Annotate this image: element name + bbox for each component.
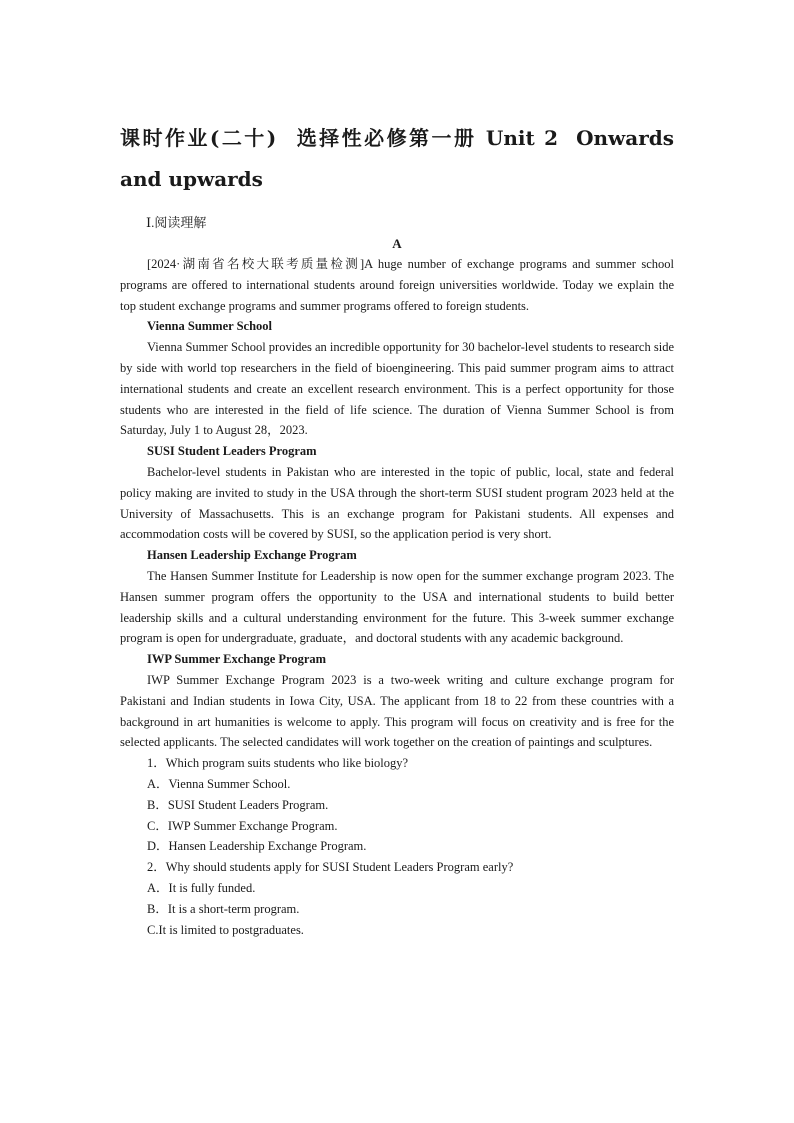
program-title: IWP Summer Exchange Program (147, 652, 327, 667)
program-title: Hansen Leadership Exchange Program (147, 548, 357, 563)
program-title: Vienna Summer School (147, 319, 273, 334)
program-description: IWP Summer Exchange Program 2023 is a two-week writing and culture exchange program for Pakistani and Indian students in Iowa City, USA. The applicant from 18 to 22 from these countries with a background in art humanities is welcome to apply. This program will focus on creativity and is free for the selected applicants. The selected candidates will work together on the creation of paintings and sculptures. (120, 672, 674, 750)
program-description: The Hansen Summer Institute for Leadership is now open for the summer exchange program 2023. The Hansen summer program offers the opportunity to the USA and international students to build better leadership skills and a cultural understanding environment for the future. This 3-week summer exchange program is open for undergraduate, graduate，and doctoral students with any academic background. (120, 568, 674, 646)
answer-option: C.It is limited to postgraduates. (147, 922, 304, 937)
answer-option: D．Hansen Leadership Exchange Program. (147, 839, 367, 854)
section-heading: Ⅰ.阅读理解 (146, 215, 207, 230)
title-unit-name: Onwards and upwards (120, 126, 674, 191)
answer-option: B．SUSI Student Leaders Program. (147, 797, 329, 812)
program-block (120, 649, 674, 753)
title-textbook-unit: 选择性必修第一册 Unit 2 (294, 126, 559, 150)
question-stem: 2．Why should students apply for SUSI Student Leaders Program early? (147, 860, 514, 875)
question-block (120, 753, 674, 857)
question-block (120, 857, 674, 940)
program-description: Bachelor-level students in Pakistan who are interested in the topic of public, local, state and federal policy making are invited to study in the USA through the short-term SUSI student program 2023 held at the University of Massachusetts. This is an exchange program for Pakistani students. All expenses and accommodation costs will be covered by SUSI, so the application period is very short. (120, 464, 674, 542)
program-block (120, 316, 674, 441)
intro-paragraph: [2024·湖南省名校大联考质量检测]A huge number of exchange programs and summer school programs are offered to international students around foreign universities worldwide. Today we explain the top student exchange programs and summer programs offered to foreign students. (120, 257, 674, 313)
answer-option: A．Vienna Summer School. (147, 776, 291, 791)
program-block (120, 441, 674, 545)
program-description: Vienna Summer School provides an incredible opportunity for 30 bachelor-level students to research side by side with world top researchers in the field of bioengineering. This paid summer program aims to attract international students and create an excellent research environment. This is a perfect opportunity for those students who are interested in the field of life science. The duration of Vienna Summer School is from Saturday, July 1 to August 28，2023. (120, 340, 674, 438)
answer-option: A．It is fully funded. (147, 880, 256, 895)
program-block (120, 545, 674, 649)
answer-option: C．IWP Summer Exchange Program. (147, 818, 338, 833)
answer-option: B．It is a short-term program. (147, 901, 300, 916)
passage-letter: A (392, 236, 402, 251)
title-lesson: 课时作业(二十) (120, 126, 277, 150)
page-title (120, 118, 674, 200)
worksheet-page (120, 118, 674, 940)
question-stem: 1．Which program suits students who like biology? (147, 756, 409, 771)
program-title: SUSI Student Leaders Program (147, 444, 317, 459)
